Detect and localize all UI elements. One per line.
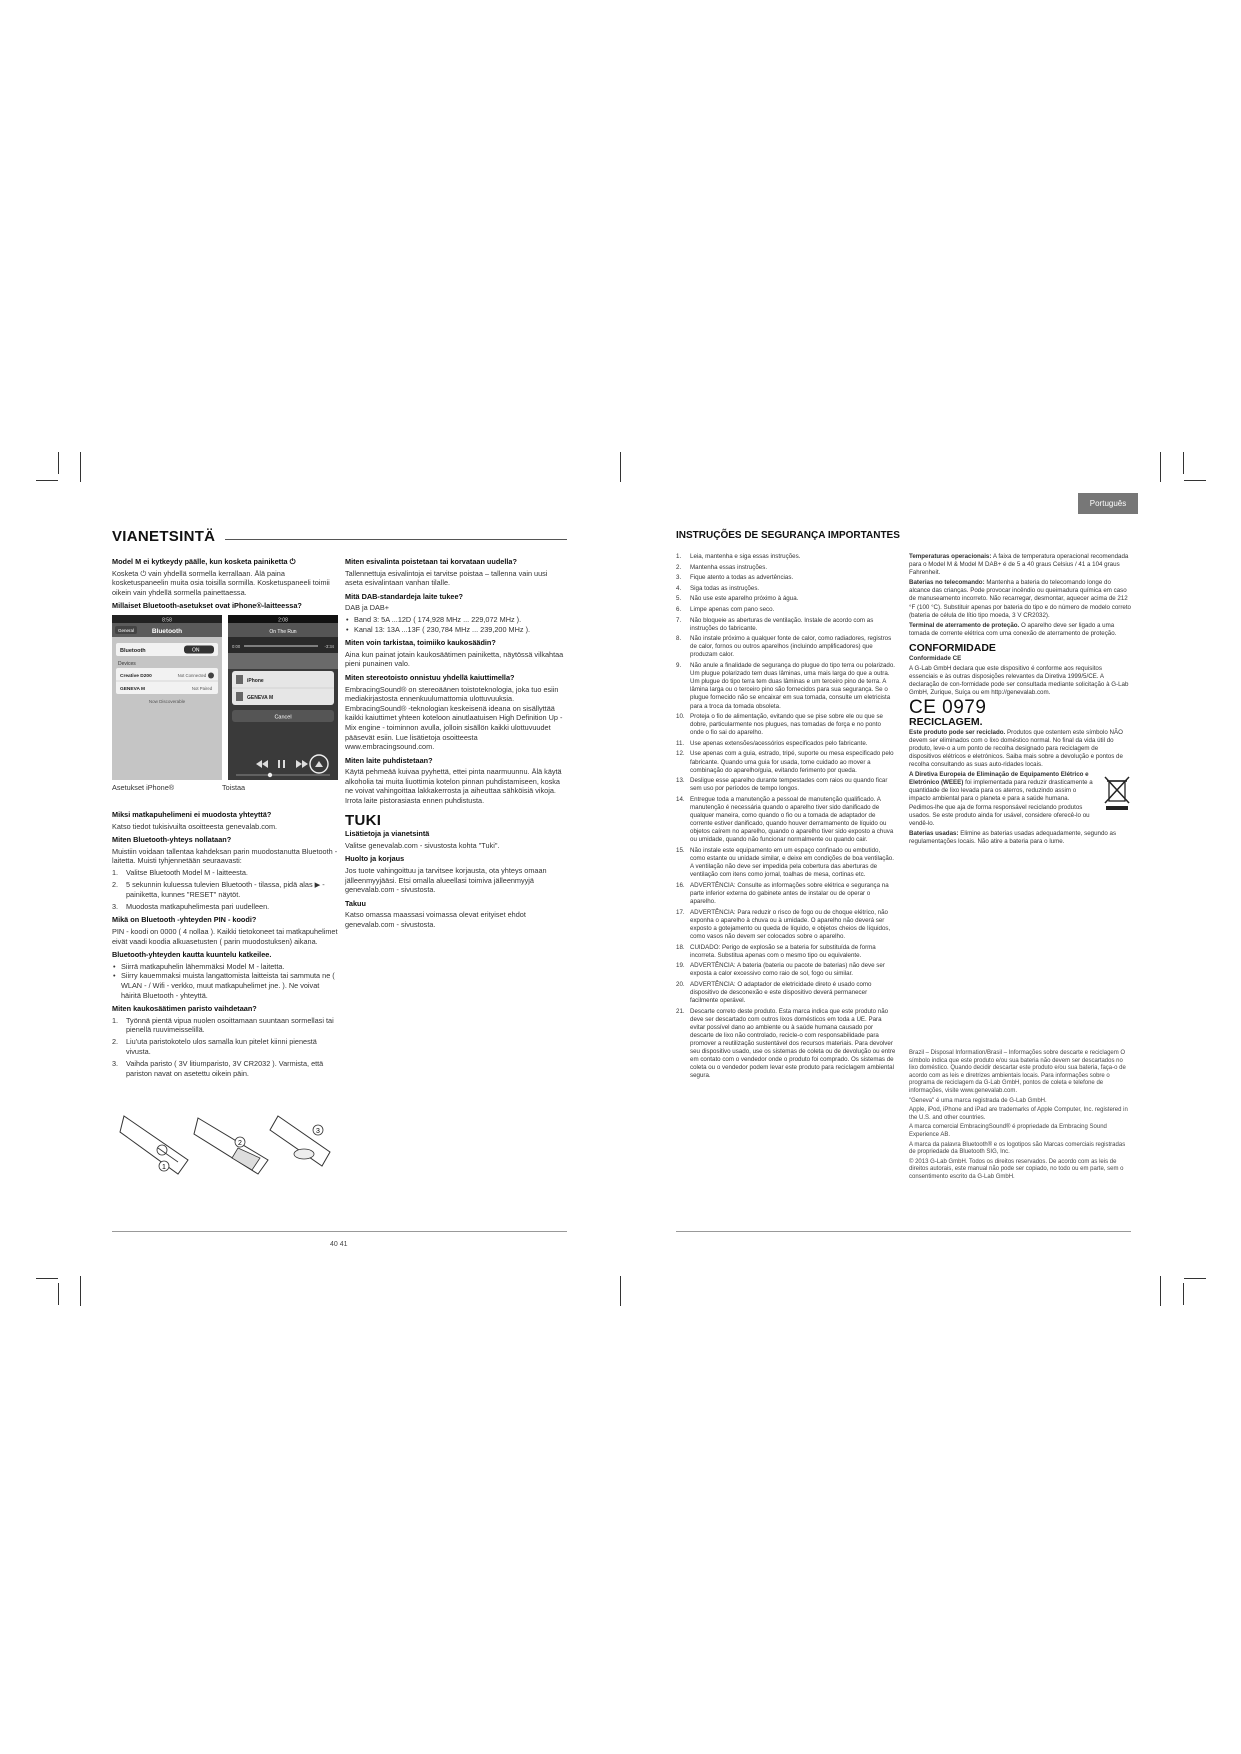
legal-text: A marca da palavra Bluetooth® e os logotipos são Marcas comerciais registradas de propriedade da Bluetooth SIG, Inc.	[909, 1141, 1126, 1156]
item-text: Use apenas extensões/acessórios especificados pelo fabricante.	[690, 739, 868, 747]
list-item: • Siirry kauemmaksi muista langattomista laitteista tai sammuta ne ( WLAN - / Wifi - verkko, muut matkapuhelimet jne. ). Ne voivat häiritä Bluetooth - yhteyttä.	[112, 971, 340, 1000]
conformity-heading: CONFORMIDADE	[909, 641, 996, 654]
question: Miten Bluetooth-yhteys nollataan?	[112, 835, 232, 845]
item-text: Não bloqueie as aberturas de ventilação. Instale de acordo com as instruções do fabricante.	[690, 616, 874, 632]
item-number: 1.	[676, 553, 682, 560]
question: Miten stereotoisto onnistuu yhdellä kaiuttimella?	[345, 672, 515, 682]
item-text: ADVERTÊNCIA: A bateria (bateria ou pacote de baterias) não deve ser exposta a calor excessivo como raio de sol, fogo ou similar.	[690, 962, 885, 978]
question: Mitä DAB-standardeja laite tukee?	[345, 591, 463, 601]
iphone-icon	[236, 675, 243, 684]
safety-item	[676, 962, 896, 978]
device-status: Not Paired	[191, 686, 213, 691]
text: A G-Lab GmbH declara que este dispositivo é conforme aos requisitos essenciais e às outras disposições relevantes da Diretiva 1999/5/CE. A declaração de con-formidade pode ser consultada mediante solicitação à G-Lab GmbH, Zurique, Suíça ou em http://genevalab.com.	[909, 665, 1129, 697]
list-item: 3. Vaihda paristo ( 3V litiumparisto, 3V CR2032 ). Varmista, että pariston navat on asetettu oikein päin.	[112, 1059, 324, 1078]
answer: Aina kun painat jotain kaukosäätimen painiketta, näytössä vilkahtaa pieni punainen valo.	[345, 649, 564, 669]
list-item: 2. Liu'uta paristokotelo ulos samalla kun pitelet kiinni pienestä vivusta.	[112, 1037, 317, 1056]
step-number: 3	[316, 1128, 320, 1135]
bullet-list	[112, 962, 340, 1000]
safety-item	[676, 553, 896, 561]
language-tab: Português	[1078, 493, 1138, 514]
legal-text: © 2013 G-Lab GmbH. Todos os direitos reservados. De acordo com as leis de direitos autorais, este manual não pode ser copiado, no todo ou em parte, sem o consentimento escrito da G-Lab GmbH.	[909, 1158, 1124, 1180]
volume-knob[interactable]	[268, 773, 272, 777]
pause-icon	[283, 760, 285, 768]
safety-item	[676, 796, 896, 845]
item-text: Entregue toda a manutenção a pessoal de manutenção qualificado. A manutenção é necessária quando o aparelho tiver sido danificado de qualquer maneira, como quando o fio ou a tomada de adaptador de corrente estiver danificado, quando houver derramamento de líquido ou objetos caírem no aparelho, quando o aparelho tiver sido exposto a chuva ou umidade, quando não funcionar normalmente ou quando cair.	[690, 795, 894, 844]
item-text: Limpe apenas com pano seco.	[690, 605, 775, 613]
label: A Diretiva Europeia de Eliminação de Equipamento Elétrico e Eletrónico (WEEE)	[909, 771, 1089, 787]
legal-text: Apple, iPod, iPhone and iPad are trademarks of Apple Computer, Inc. registered in the U.S. and other countries.	[909, 1107, 1128, 1121]
crop-mark	[36, 1278, 58, 1279]
answer: Tallennettuja esivalintoja ei tarvitse poistaa – tallenna vain uusi aseta esivalintaan vanhan tilalle.	[345, 568, 548, 588]
item-text: Descarte correto deste produto. Esta marca indica que este produto não deve ser descartado com outros lixos domésticos em toda a UE. Para evitar possível dano ao ambiente ou à saúde humana causado por descarte de lixo não controlado, recicle-o com responsabilidade para promover a reutilização sustentável dos recursos materiais. Para devolver seu dispositivo usado, use os sistemas de coleta ou de devolução ou entre em contato com o vendedor onde o produto foi comprado. Os sistemas de coleta ou o vendedor podem levar este produto para reciclagem ambiental segura.	[690, 1007, 896, 1080]
battery-steps	[112, 1016, 340, 1079]
list-item: 1. Työnnä pientä vipua nuolen osoittamaan suuntaan sormellasi tai pienellä ruuvimeisselillä.	[112, 1015, 334, 1035]
discoverable-note: Now Discoverable	[148, 699, 186, 704]
item-number: 5.	[676, 595, 682, 603]
safety-item	[676, 777, 896, 793]
safety-list	[676, 553, 896, 1081]
question: Model M ei kytkeydy päälle, kun kosketa painiketta ⏻	[112, 557, 296, 566]
page-title: VIANETSINTÄ	[112, 528, 216, 545]
crop-mark	[58, 1283, 59, 1305]
item-text: ADVERTÊNCIA: Para reduzir o risco de fogo ou de choque elétrico, não exponha o aparelho à chuva ou à umidade. O aparelho não deverá ser exposto a gotejamento ou queda de líquido, e objetos cheios de líquidos, como vasos não devem ser colocados sobre o aparelho.	[690, 908, 891, 940]
list-item: • Band 3: 5A ...12D ( 174,928 MHz ... 229,072 MHz ).	[345, 615, 567, 625]
safety-item	[676, 713, 896, 737]
label: Temperaturas operacionais:	[909, 553, 992, 560]
item-number: 11.	[676, 739, 685, 747]
remaining-time: -3:34	[324, 644, 334, 649]
item-text: CUIDADO: Perigo de explosão se a bateria for substituída de forma incorreta. Substitua apenas com o mesmo tipo ou equivalente.	[690, 943, 876, 959]
item-number: 8.	[676, 635, 682, 643]
iphone-screenshots	[112, 615, 338, 780]
device-name[interactable]: Creative D200	[120, 674, 152, 679]
question: Miten kaukosäätimen paristo vaihdetaan?	[112, 1004, 257, 1014]
item-text: Siga todas as instruções.	[690, 584, 760, 592]
weee-bin-icon	[1103, 775, 1131, 811]
crop-mark	[620, 1276, 621, 1306]
item-text: Desligue esse aparelho durante tempestades com raios ou quando ficar sem uso por períodos de tempo longos.	[690, 777, 888, 793]
list-item: • Siirrä matkapuhelin lähemmäksi Model M - laitetta.	[112, 962, 340, 972]
heading-rule	[225, 539, 567, 540]
safety-item	[676, 585, 896, 593]
text: Elimine as baterias usadas adequadamente, segundo as regulamentações locais. Não atire a bateria para o lume.	[909, 829, 1117, 845]
output-option[interactable]: GENEVA M	[247, 695, 274, 701]
safety-item	[676, 981, 896, 1005]
safety-item	[676, 595, 896, 603]
footer-rule	[676, 1231, 1131, 1232]
crop-mark	[1160, 1276, 1161, 1306]
question: Millaiset Bluetooth-asetukset ovat iPhone®-laitteessa?	[112, 601, 302, 611]
label: Baterias no telecomando:	[909, 579, 985, 587]
fi-column-1-bottom	[112, 806, 340, 1081]
pause-icon[interactable]	[278, 760, 280, 768]
item-number: 17.	[676, 908, 685, 916]
answer: Muistiin voidaan tallentaa kahdeksan parin muodostanutta Bluetooth - laitetta. Muisti tyhjennetään seuraavasti:	[112, 846, 338, 866]
info-icon[interactable]	[208, 673, 214, 679]
item-text: Use apenas com a guia, estrado, tripé, suporte ou mesa especificado pelo fabricante. Quando uma guia for usada, tome cuidado ao mover a combinação do aparelho/guia, evitando ferimento por queda.	[690, 750, 894, 774]
item-number: 16.	[676, 881, 685, 889]
safety-item	[676, 635, 896, 659]
answer: Kosketa ⏻ vain yhdellä sormella kerrallaan. Älä paina kosketuspaneelin muita osia toisilla sormilla. Kosketuspaneeli toimii oikein vain yhdellä sormella painettaessa.	[112, 568, 330, 597]
item-number: 14.	[676, 795, 685, 803]
cancel-label: Cancel	[274, 714, 292, 721]
item-number: 3.	[676, 574, 682, 582]
text: O aparelho deve ser ligado a uma tomada de corrente elétrica com uma conexão de aterramento de proteção.	[909, 621, 1117, 637]
pt-column-1	[676, 553, 896, 1083]
fi-column-2	[345, 553, 567, 932]
crop-mark	[58, 452, 59, 474]
answer: Katso omassa maassasi voimassa olevat erityiset ehdot genevalab.com - sivustosta.	[345, 910, 526, 929]
step-number: 2	[238, 1140, 242, 1147]
safety-item	[676, 847, 896, 879]
question: Miten esivalinta poistetaan tai korvataan uudella?	[345, 557, 517, 566]
weee-block	[909, 771, 1131, 828]
crop-mark	[80, 452, 81, 482]
question: Miksi matkapuhelimeni ei muodosta yhteyttä?	[112, 810, 272, 819]
safety-item	[676, 882, 896, 906]
item-text: Proteja o fio de alimentação, evitando que se pise sobre ele ou que se dobre, particularmente nos plugues, nas tomadas de força e no ponto onde o fio sai do aparelho.	[690, 713, 883, 737]
item-number: 2.	[676, 563, 682, 571]
bluetooth-label: Bluetooth	[120, 648, 146, 654]
legal-text: Brazil – Disposal Information/Brasil – Informações sobre descarte e reciclagem O símbolo indica que este produto e/ou sua bateria não devem ser descartados no lixo doméstico. Quando decidir descartar este produto e/ou sua bateria, faça-o de acordo com as leis e diretrizes ambientais locais. Para informações sobre o programa de reciclagem da G-Lab GmbH, pontos de coleta e telefone de informações, visite www.genevalab.com.	[909, 1050, 1126, 1094]
answer: DAB ja DAB+	[345, 603, 390, 613]
list-item: • Kanal 13: 13A ...13F ( 230,784 MHz ... 239,200 MHz ).	[345, 625, 567, 635]
support-heading: TUKI	[345, 811, 382, 829]
safety-item	[676, 909, 896, 941]
crop-mark	[1184, 1278, 1206, 1279]
battery-coin	[294, 1149, 314, 1159]
crop-mark	[36, 480, 58, 481]
item-number: 18.	[676, 943, 685, 951]
item-text: ADVERTÊNCIA: O adaptador de eletricidade direto é usado como dispositivo de desconexão e este dispositivo deverá permanecer facilmente operável.	[690, 980, 872, 1005]
legal-text: "Geneva" é uma marca registrada de G-Lab GmbH.	[909, 1097, 1047, 1104]
text: Produtos que ostentem este símbolo NÃO devem ser eliminados com o lixo doméstico normal. No final da vida útil do produto, leve-o a um ponto de recolha designado para reciclagem de dispositivos elétricos e eletrónicos. Saiba mais sobre a devolução e pontos de recolha consultando as suas auto-ridades locais.	[909, 728, 1123, 769]
item-number: 19.	[676, 962, 685, 970]
list-item: 2. 5 sekunnin kuluessa tulevien Bluetooth - tilassa, pidä alas ▶ - painiketta, kunnes "RESET" näytöt.	[112, 880, 325, 899]
question: Mikä on Bluetooth -yhteyden PIN - koodi?	[112, 915, 257, 925]
safety-item	[676, 1008, 896, 1081]
progress-area	[228, 637, 338, 653]
legal-fine-print	[909, 1050, 1131, 1184]
item-number: 10.	[676, 713, 685, 721]
safety-item	[676, 617, 896, 633]
question: Miten laite puhdistetaan?	[345, 755, 433, 765]
item-number: 6.	[676, 605, 682, 613]
safety-item	[676, 564, 896, 572]
label: Terminal de aterramento de proteção.	[909, 621, 1020, 629]
item-number: 12.	[676, 750, 685, 758]
safety-item	[676, 944, 896, 960]
answer: Valitse genevalab.com - sivustosta kohta "Tuki".	[345, 840, 500, 850]
toggle-label: ON	[192, 647, 200, 654]
caption-right: Toistaa	[222, 783, 246, 792]
answer: PIN - koodi on 0000 ( 4 nollaa ). Kaikki tietokoneet tai matkapuhelimet eivät vaadi koodia alkuasetusten ( parin muodostuksen) aikana.	[112, 926, 338, 946]
elapsed-time: 0:00	[232, 644, 241, 649]
nav-title: Bluetooth	[151, 628, 183, 635]
troubleshooting-heading	[112, 528, 215, 545]
crop-mark	[1183, 1283, 1184, 1305]
question: Lisätietoja ja vianetsintä	[345, 829, 430, 839]
item-number: 13.	[676, 777, 685, 785]
reset-steps	[112, 868, 340, 911]
output-option[interactable]: iPhone	[247, 678, 264, 684]
answer: Jos tuote vahingoittuu ja tarvitsee korjausta, ota yhteys omaan jälleenmyyjääsi. Etsi omalla alueellasi toimiva jälleenmyyjä genevalab.com - sivustosta.	[345, 866, 547, 895]
device-status: Not Connected	[177, 673, 207, 678]
item-text: Não instale este equipamento em um espaço confinado ou embutido, como estante ou unidade similar, e deixe em condições de boa ventilação. A ventilação não deve ser impedida pela cobertura das aberturas de ventilação com itens como jornal, toalhas de mesa, cortinas etc.	[690, 847, 894, 879]
remote-body	[120, 1116, 188, 1174]
answer: Käytä pehmeää kuivaa pyyhettä, ettei pinta naarmuunnu. Älä käytä alkoholia tai muita liuottimia kotelon pinnan puhdistamiseen, koska ne voivat vahingoittaa lakkakerrosta ja aiheuttaa sähköisiä vikoja. Irrota laite pistorasiasta ennen puhdistusta.	[345, 767, 562, 806]
devices-label: Devices	[118, 661, 136, 667]
recycling-heading: RECICLAGEM.	[909, 715, 983, 728]
page-numbers: 40 41	[330, 1241, 348, 1248]
device-name[interactable]: GENEVA M	[120, 687, 146, 692]
question: Miten voin tarkistaa, toimiiko kaukosäädin?	[345, 638, 496, 648]
status-time: 2:08	[278, 617, 288, 624]
label: Baterias usadas:	[909, 829, 959, 837]
bullet-list	[345, 615, 567, 634]
song-title: On The Run	[269, 629, 297, 635]
item-text: Não instale próximo a qualquer fonte de calor, como radiadores, registros de calor, fornos ou outros aparelhos (incluindo amplificadores) que produzam calor.	[690, 635, 892, 659]
safety-item	[676, 740, 896, 748]
speaker-icon	[236, 692, 243, 701]
label: Este produto pode ser reciclado.	[909, 728, 1006, 736]
step-number: 1	[162, 1164, 166, 1171]
item-number: 4.	[676, 584, 682, 592]
safety-heading: INSTRUÇÕES DE SEGURANÇA IMPORTANTES	[676, 530, 900, 541]
answer: Katso tiedot tukisivuilta osoitteesta genevalab.com.	[112, 821, 278, 831]
question: Bluetooth-yhteyden kautta kuuntelu katkeilee.	[112, 950, 272, 960]
safety-item	[676, 574, 896, 582]
answer: EmbracingSound® on stereoäänen toistoteknologia, joka tuo esiin mediakirjastosta ennenkuulumattomia ulottuvuuksia. EmbracingSound® -teknologian keskeisenä ideana on sisällyttää kaikki kaiuttimet yhteen koteloon ainutlaatuisen High Definition Up - Mix engine - toiminnon avulla, jolloin sisällön kaikki ulottuvuudet pääsevät esiin. Lue lisätietoja osoitteesta www.embracingsound.com.	[345, 684, 563, 752]
remote-battery-illustration	[118, 1108, 333, 1182]
question: Huolto ja korjaus	[345, 854, 405, 864]
crop-mark	[620, 452, 621, 482]
label: Conformidade CE	[909, 655, 962, 663]
item-text: ADVERTÊNCIA: Consulte as informações sobre elétrica e segurança na parte inferior externa do gabinete antes de instalar ou de operar o aparelho.	[690, 881, 889, 906]
question: Takuu	[345, 898, 366, 908]
crop-mark	[1183, 452, 1184, 474]
battery-tray	[232, 1148, 260, 1170]
item-number: 7.	[676, 616, 682, 624]
crop-mark	[80, 1276, 81, 1306]
text: A faixa de temperatura operacional recomendada para o Model M & Model M DAB+ é de 5 a 40 graus Celsius / 41 a 104 graus Fahrenheit.	[909, 553, 1129, 577]
text: Mantenha a bateria do telecomando longe do alcance das crianças. Pode provocar incêndio ou queimadura química em caso de manuseamento incorreto. Não recarregar, desmontar, aquecer acima de 212 °F (100 °C). Substituir apenas por bateria do tipo e do número de modelo correto (bateria de célula de lítio tipo moeda, 3 V CR2032).	[909, 579, 1131, 619]
crop-mark	[1184, 480, 1206, 481]
fi-column-1-top	[112, 553, 340, 613]
lever-highlight	[157, 1145, 167, 1155]
item-text: Não anule a finalidade de segurança do plugue do tipo terra ou polarizado. Um plugue polarizado tem duas lâminas, uma mais larga do que a outra. Um plugue do tipo terra tem duas lâminas e um terceiro pino de terra. A lâmina larga ou o terceiro pino são fornecidos para sua segurança. Se o plugue fornecido não se encaixar em sua tomada, consulte um eletricista para a troca da tomada obsoleta.	[690, 662, 896, 710]
caption-left: Asetukset iPhone®	[112, 783, 175, 792]
crop-mark	[1160, 452, 1161, 482]
item-number: 20.	[676, 980, 685, 988]
item-text: Fique atento a todas as advertências.	[690, 574, 794, 582]
item-number: 21.	[676, 1007, 685, 1015]
list-item: 1. Valitse Bluetooth Model M - laitteesta.	[112, 867, 248, 877]
status-time: 8:58	[162, 617, 172, 624]
footer-rule	[112, 1231, 567, 1232]
back-label: General	[117, 628, 135, 633]
legal-text: A marca comercial EmbracingSound® é propriedade da Embracing Sound Experience AB.	[909, 1124, 1107, 1138]
item-number: 15.	[676, 847, 685, 854]
item-text: Mantenha essas instruções.	[690, 563, 768, 571]
settings-screen	[112, 615, 222, 780]
remote-body	[194, 1118, 268, 1174]
safety-item	[676, 662, 896, 711]
item-text: Leia, mantenha e siga essas instruções.	[690, 553, 801, 560]
ce-mark: CE 0979	[909, 696, 987, 718]
safety-item	[676, 606, 896, 614]
safety-item	[676, 750, 896, 774]
item-text: Não use este aparelho próximo à água.	[690, 595, 799, 603]
album-strip	[228, 653, 338, 669]
item-number: 9.	[676, 662, 682, 670]
pt-column-2	[909, 553, 1131, 848]
screenshot-captions	[112, 783, 340, 793]
text: foi implementada para reduzir drasticamente a quantidade de lixo levada para os aterros, reduzindo assim o impacto ambiental para o planeta e para a saúde humana. Pedimos-lhe que aja de forma responsável reciclando produtos usados. Se este produto ainda for usável, considere oferecê-lo ou vendê-lo.	[909, 779, 1093, 827]
list-item: 3. Muodosta matkapuhelimesta pari uudelleen.	[112, 901, 270, 911]
